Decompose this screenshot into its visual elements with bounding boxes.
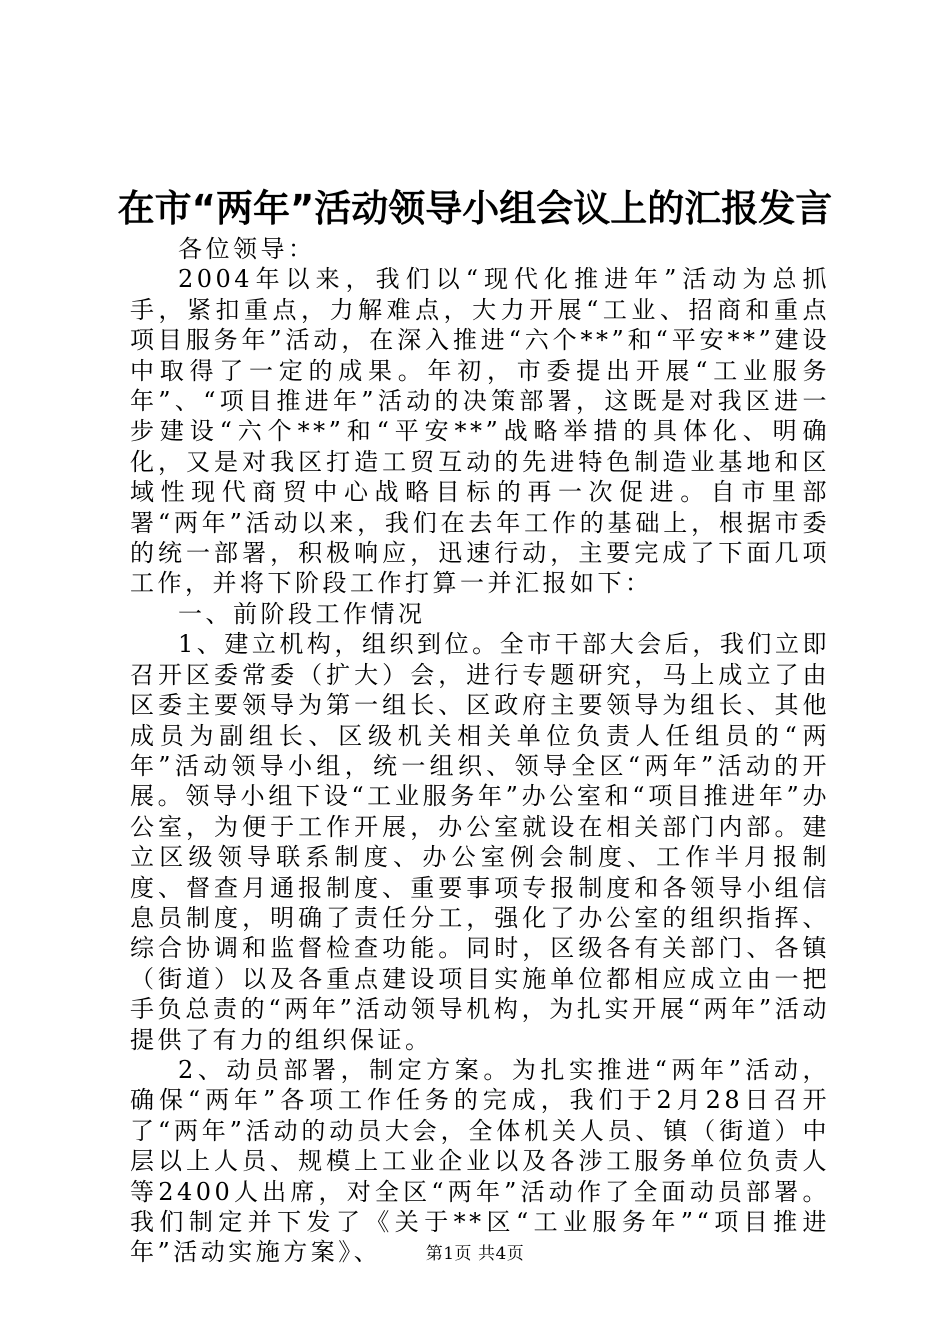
document-title: 在市“两年”活动领导小组会议上的汇报发言 [117,187,833,230]
document-body [130,234,830,1268]
paragraph-intro: 2004年以来，我们以“现代化推进年”活动为总抓手，紧扣重点，力解难点，大力开展“工业、招商和重点项目服务年”活动，在深入推进“六个**”和“平安**”建设中取得了一定的成果。年初，市委提出开展“工业服务年”、“项目推进年”活动的决策部署，这既是对我区进一步建设“六个**”和“平安**”战略举措的具体化、明确化，又是对我区打造工贸互动的先进特色制造业基地和区域性现代商贸中心战略目标的再一次促进。自市里部署“两年”活动以来，我们在去年工作的基础上，根据市委的统一部署，积极响应，迅速行动，主要完成了下面几项工作，并将下阶段工作打算一并汇报如下： [130,265,830,598]
paragraph-item-1: 1、建立机构，组织到位。全市干部大会后，我们立即召开区委常委（扩大）会，进行专题研究，马上成立了由区委主要领导为第一组长、区政府主要领导为组长、其他成员为副组长、区级机关相关单位负责人任组员的“两年”活动领导小组，统一组织、领导全区“两年”活动的开展。领导小组下设“工业服务年”办公室和“项目推进年”办公室，为便于工作开展，办公室就设在相关部门内部。建立区级领导联系制度、办公室例会制度、工作半月报制度、督查月通报制度、重要事项专报制度和各领导小组信息员制度，明确了责任分工，强化了办公室的组织指挥、综合协调和监督检查功能。同时，区级各有关部门、各镇（街道）以及各重点建设项目实施单位都相应成立由一把手负总责的“两年”活动领导机构，为扎实开展“两年”活动提供了有力的组织保证。 [130,630,830,1054]
paragraph-item-2: 2、动员部署，制定方案。为扎实推进“两年”活动，确保“两年”各项工作任务的完成，我们于2月28日召开了“两年”活动的动员大会，全体机关人员、镇（街道）中层以上人员、规模上工业企业以及各涉工服务单位负责人等2400人出席，对全区“两年”活动作了全面动员部署。我们制定并下发了《关于**区“工业服务年”“项目推进年”活动实施方案》、 [130,1055,830,1267]
page-number-footer: 第1页 共4页 [425,1244,525,1264]
section-heading: 一、前阶段工作情况 [178,599,426,628]
salutation: 各位领导： [178,235,316,263]
